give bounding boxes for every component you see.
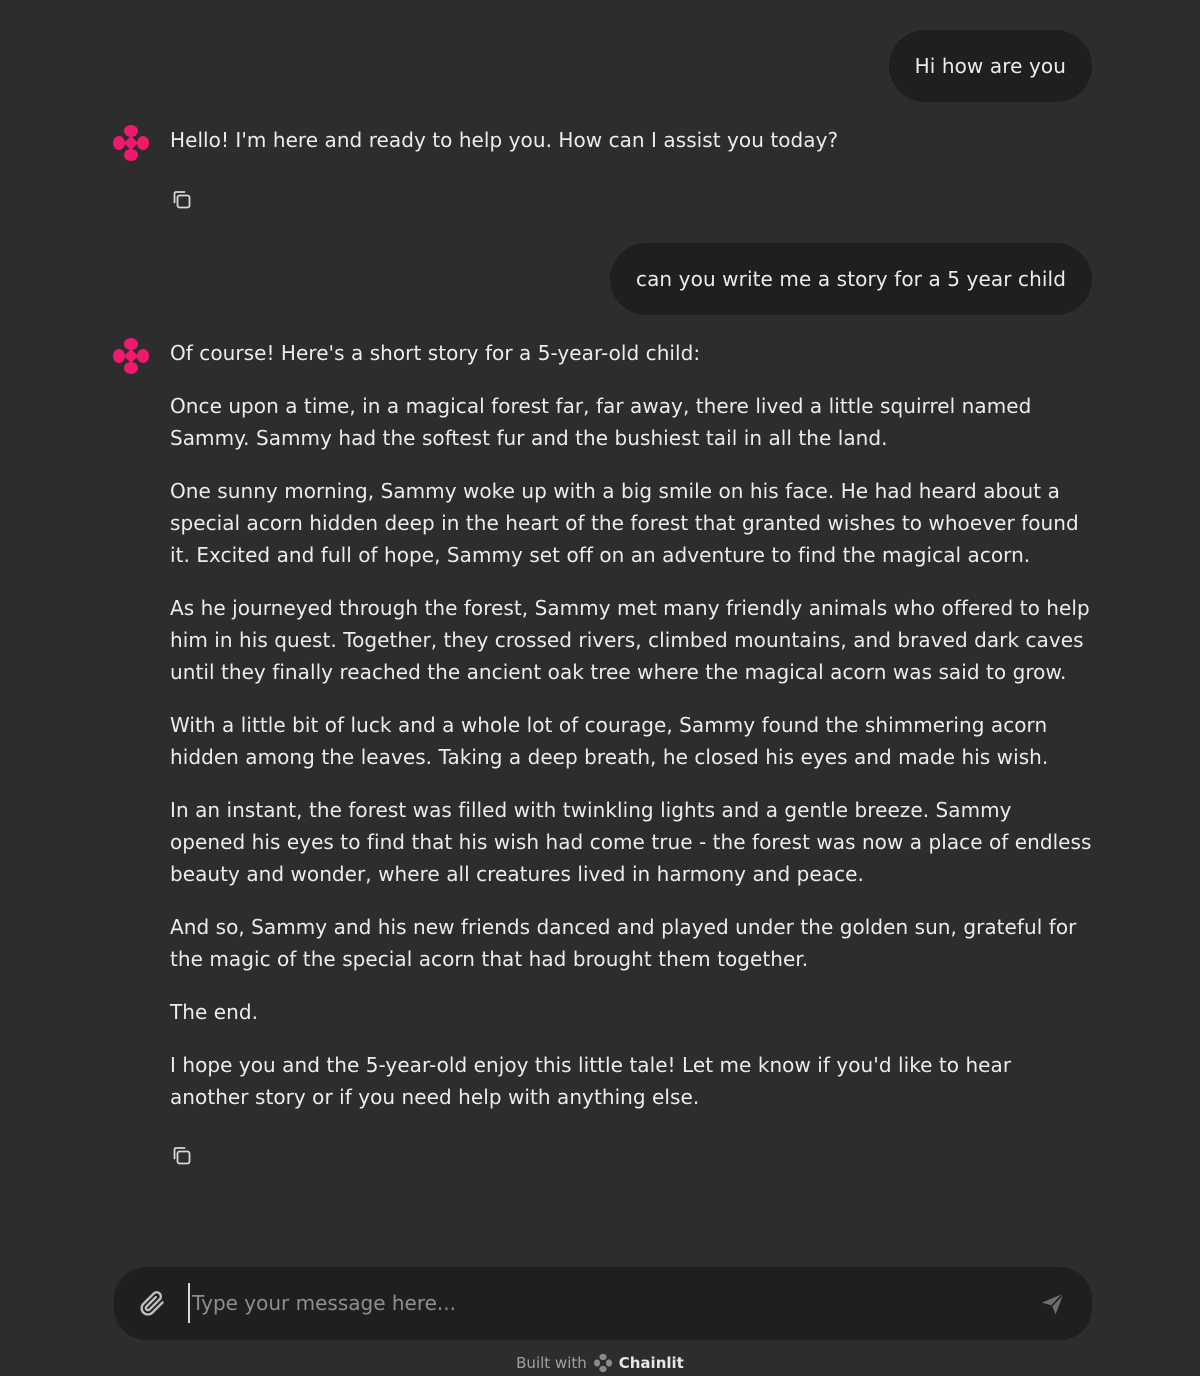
assistant-paragraph: And so, Sammy and his new friends danced and played under the golden sun, grateful for the magic of the special acorn that had brought them together.: [170, 915, 1077, 971]
assistant-paragraph: With a little bit of luck and a whole lot of courage, Sammy found the shimmering acorn hidden among the leaves. Taking a deep breath, he closed his eyes and made his wish.: [170, 713, 1049, 769]
chainlit-small-logo-icon: [593, 1353, 613, 1373]
user-message-bubble: [889, 30, 1092, 102]
assistant-message-content: [170, 124, 1092, 177]
assistant-paragraph: As he journeyed through the forest, Sammy met many friendly animals who offered to help him in his quest. Together, they crossed rivers, climbed mountains, and braved dark caves until they finally reached the ancient oak tree where the magical acorn was said to grow.: [170, 596, 1090, 684]
assistant-paragraph: Once upon a time, in a magical forest far, far away, there lived a little squirrel named Sammy. Sammy had the softest fur and the bushiest tail in all the land.: [170, 394, 1032, 450]
footer: [0, 1352, 1200, 1374]
copy-button[interactable]: [170, 188, 194, 212]
assistant-paragraph: Of course! Here's a short story for a 5-year-old child:: [170, 341, 701, 365]
message-input[interactable]: [188, 1283, 1008, 1323]
copy-icon: [171, 189, 193, 211]
assistant-paragraph: Hello! I'm here and ready to help you. How can I assist you today?: [170, 128, 839, 152]
send-button[interactable]: [1036, 1287, 1070, 1321]
assistant-paragraph: In an instant, the forest was filled with twinkling lights and a gentle breeze. Sammy opened his eyes to find that his wish had come true - the forest was now a place of endless beauty and wonder, where all creatures lived in harmony and peace.: [170, 798, 1092, 886]
assistant-paragraph: The end.: [170, 1000, 258, 1024]
built-with-label: Built with: [516, 1354, 587, 1372]
copy-icon: [171, 1145, 193, 1167]
user-message-text: can you write me a story for a 5 year child: [635, 267, 1066, 291]
assistant-message-content: [170, 337, 1092, 1134]
assistant-paragraph: I hope you and the 5-year-old enjoy this little tale! Let me know if you'd like to hear another story or if you need help with anything else.: [170, 1053, 1012, 1109]
chainlit-brand-link[interactable]: Chainlit: [618, 1354, 684, 1372]
chainlit-logo-icon: [112, 337, 150, 375]
user-message-text: Hi how are you: [914, 54, 1066, 78]
paperclip-icon: [137, 1288, 167, 1318]
chainlit-logo-icon: [112, 124, 150, 162]
message-composer: [114, 1267, 1092, 1340]
copy-button[interactable]: [170, 1144, 194, 1168]
assistant-paragraph: One sunny morning, Sammy woke up with a big smile on his face. He had heard about a special acorn hidden deep in the heart of the forest that granted wishes to whoever found it. Excited and full of hope, Sammy set off on an adventure to find the magical acorn.: [170, 479, 1079, 567]
attach-button[interactable]: [134, 1285, 170, 1321]
user-message-bubble: [610, 243, 1092, 315]
send-icon: [1039, 1290, 1067, 1318]
